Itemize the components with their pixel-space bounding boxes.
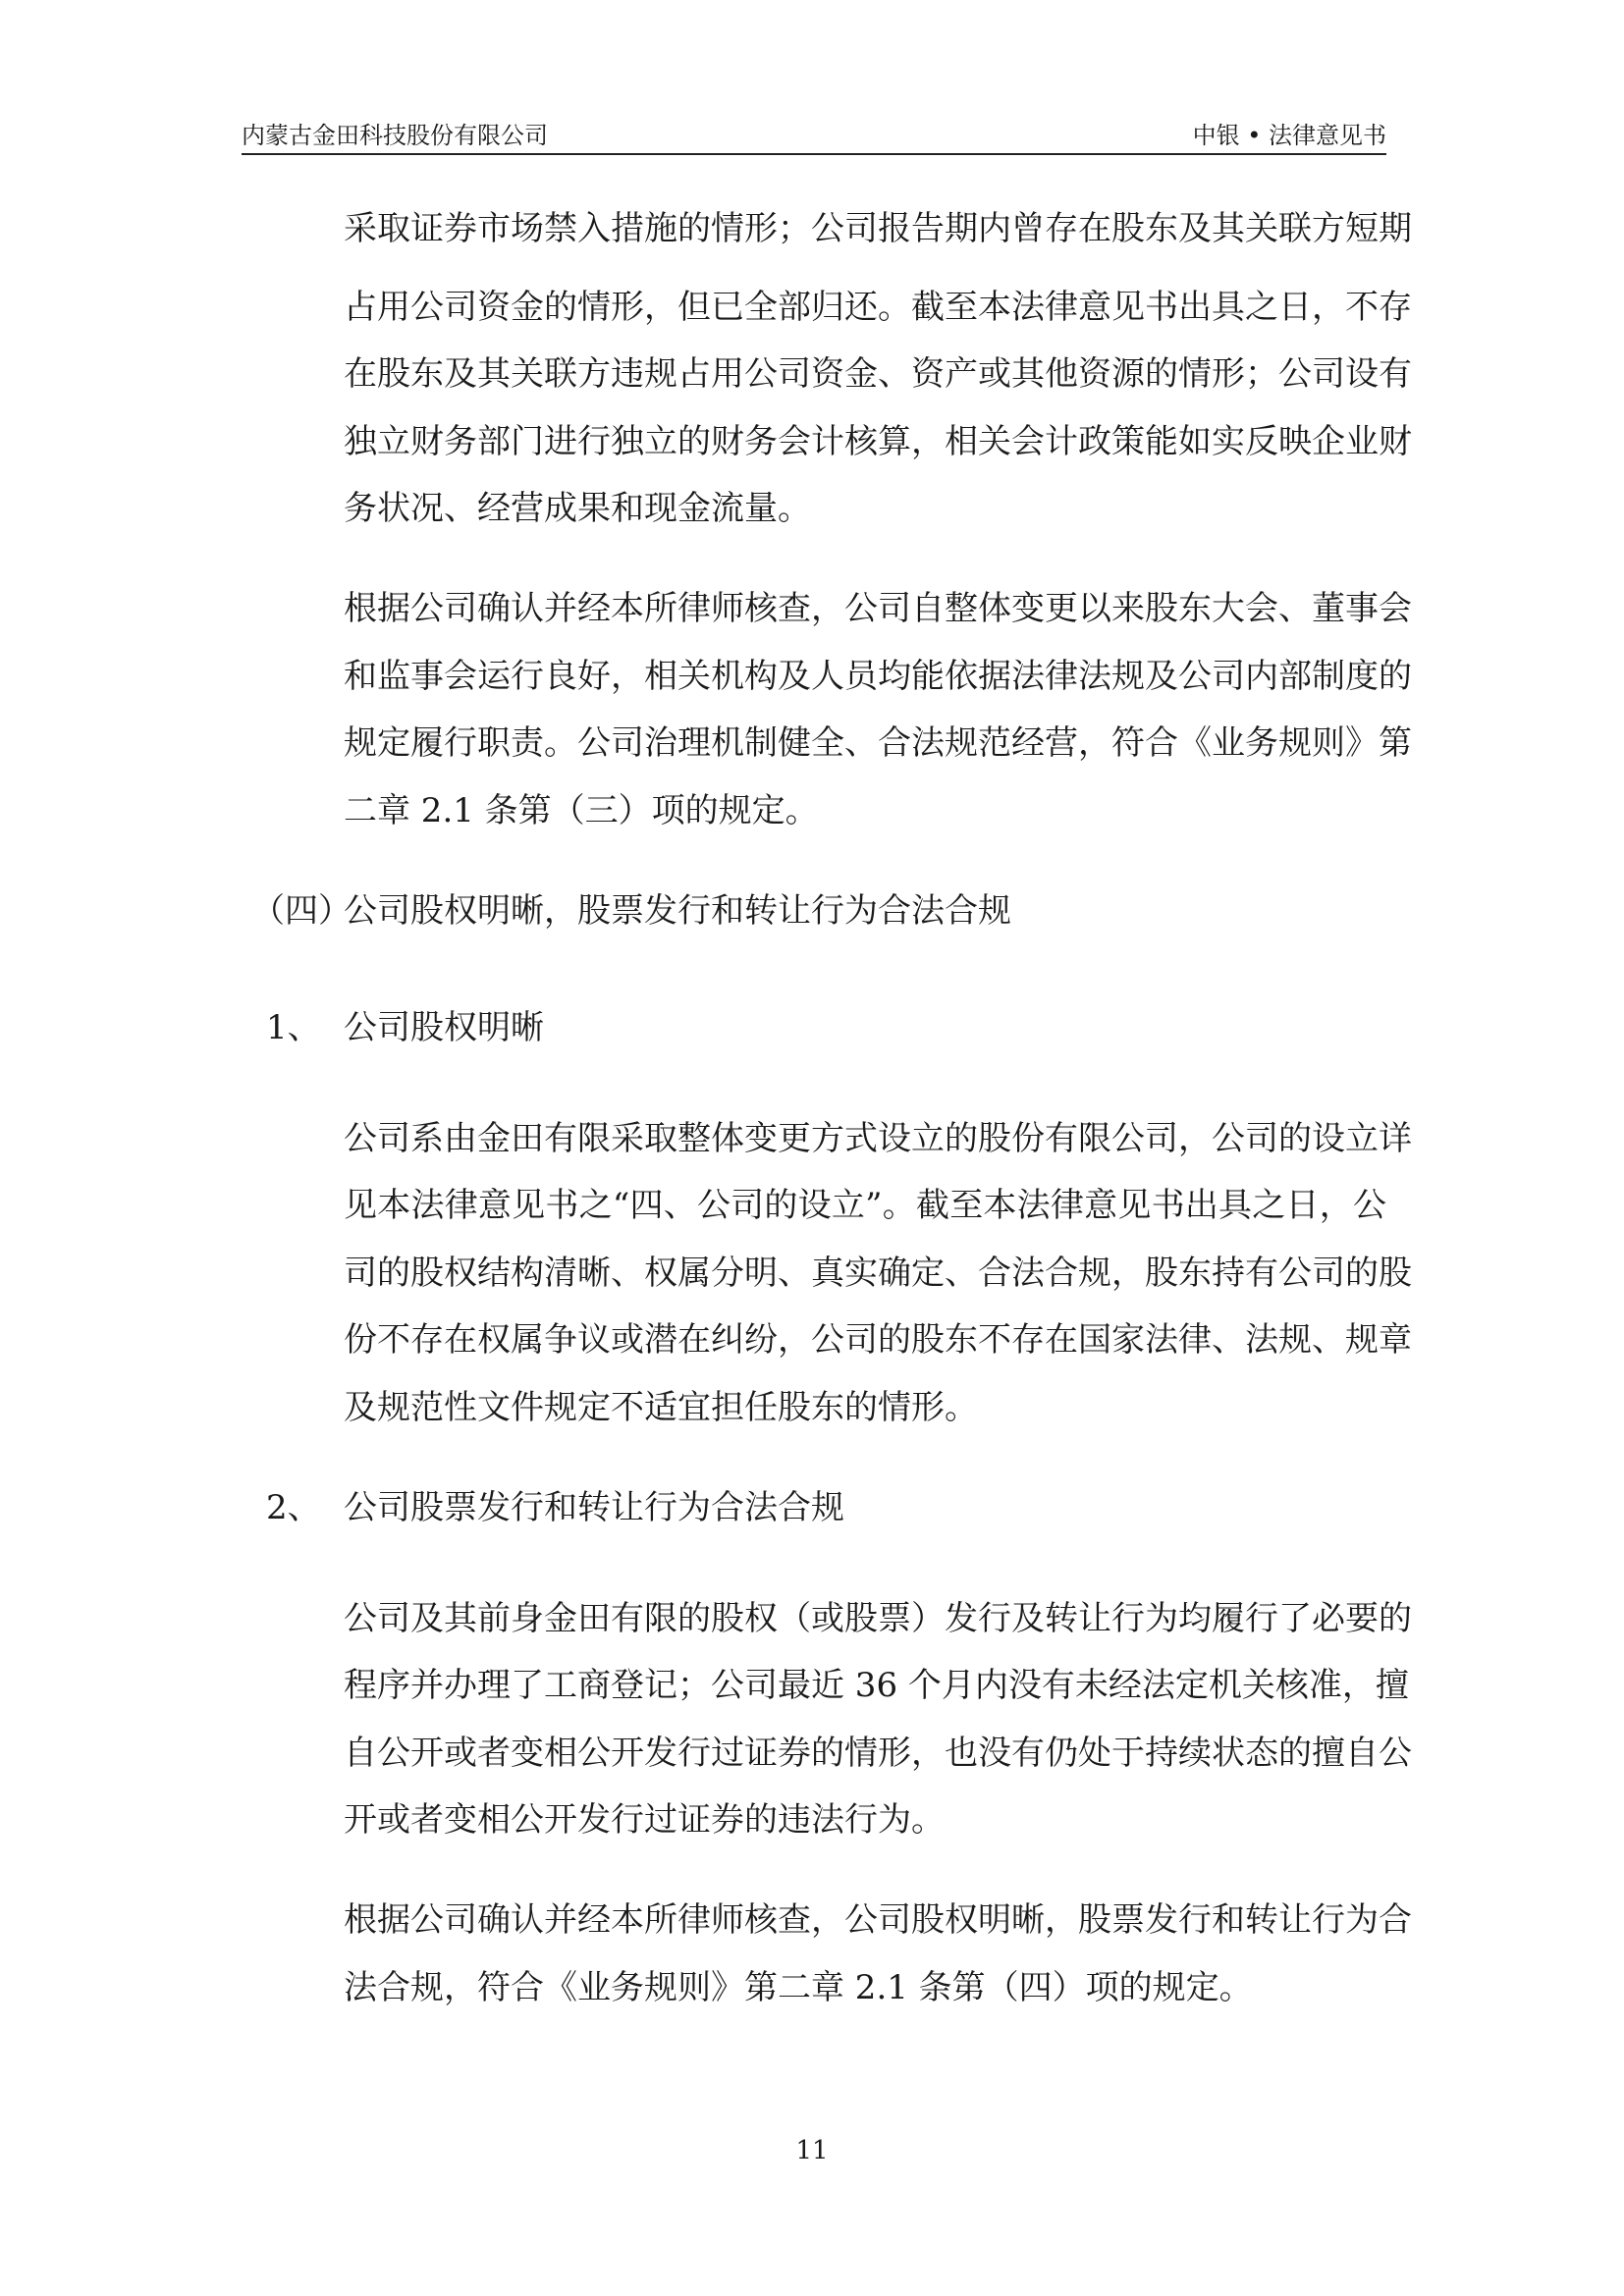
header-document-title: 中银 • 法律意见书 bbox=[1192, 122, 1386, 149]
paragraph-line: 采取证券市场禁入措施的情形；公司报告期内曾存在股东及其关联方短期 bbox=[344, 209, 1412, 248]
paragraph-line: 根据公司确认并经本所律师核查，公司自整体变更以来股东大会、董事会 bbox=[344, 589, 1412, 628]
paragraph-line: 法合规，符合《业务规则》第二章 2.1 条第（四）项的规定。 bbox=[344, 1968, 1253, 2007]
paragraph-line: 程序并办理了工商登记；公司最近 36 个月内没有未经法定机关核准，擅 bbox=[344, 1666, 1409, 1705]
section-number: （四） bbox=[251, 891, 352, 931]
paragraph-line: 见本法律意见书之“四、公司的设立”。截至本法律意见书出具之日，公 bbox=[344, 1186, 1386, 1225]
item-heading: 公司股票发行和转让行为合法合规 bbox=[344, 1488, 844, 1527]
paragraph-line: 二章 2.1 条第（三）项的规定。 bbox=[344, 791, 819, 830]
paragraph-line: 规定履行职责。公司治理机制健全、合法规范经营，符合《业务规则》第 bbox=[344, 723, 1412, 763]
paragraph-line: 自公开或者变相公开发行过证券的情形，也没有仍处于持续状态的擅自公 bbox=[344, 1734, 1412, 1773]
item-number: 2、 bbox=[266, 1488, 321, 1527]
paragraph-line: 独立财务部门进行独立的财务会计核算，相关会计政策能如实反映企业财 bbox=[344, 422, 1412, 461]
paragraph-line: 公司系由金田有限采取整体变更方式设立的股份有限公司，公司的设立详 bbox=[344, 1119, 1412, 1158]
paragraph-line: 务状况、经营成果和现金流量。 bbox=[344, 489, 811, 528]
paragraph-line: 和监事会运行良好，相关机构及人员均能依据法律法规及公司内部制度的 bbox=[344, 657, 1412, 696]
page-number: 11 bbox=[795, 2136, 829, 2165]
item-heading: 公司股权明晰 bbox=[344, 1008, 544, 1047]
paragraph-line: 公司及其前身金田有限的股权（或股票）发行及转让行为均履行了必要的 bbox=[344, 1599, 1412, 1638]
paragraph-line: 在股东及其关联方违规占用公司资金、资产或其他资源的情形；公司设有 bbox=[344, 354, 1412, 394]
page-header bbox=[242, 110, 1386, 155]
paragraph-line: 份不存在权属争议或潜在纠纷，公司的股东不存在国家法律、法规、规章 bbox=[344, 1320, 1412, 1360]
paragraph-line: 及规范性文件规定不适宜担任股东的情形。 bbox=[344, 1388, 978, 1427]
paragraph-line: 开或者变相公开发行过证券的违法行为。 bbox=[344, 1800, 945, 1840]
header-company: 内蒙古金田科技股份有限公司 bbox=[242, 122, 548, 149]
item-number: 1、 bbox=[266, 1008, 321, 1047]
section-heading: 公司股权明晰，股票发行和转让行为合法合规 bbox=[344, 891, 1011, 931]
paragraph-line: 占用公司资金的情形，但已全部归还。截至本法律意见书出具之日，不存 bbox=[344, 288, 1412, 327]
paragraph-line: 司的股权结构清晰、权属分明、真实确定、合法合规，股东持有公司的股 bbox=[344, 1254, 1412, 1293]
header-rule bbox=[242, 153, 1386, 155]
paragraph-line: 根据公司确认并经本所律师核查，公司股权明晰，股票发行和转让行为合 bbox=[344, 1900, 1412, 1940]
